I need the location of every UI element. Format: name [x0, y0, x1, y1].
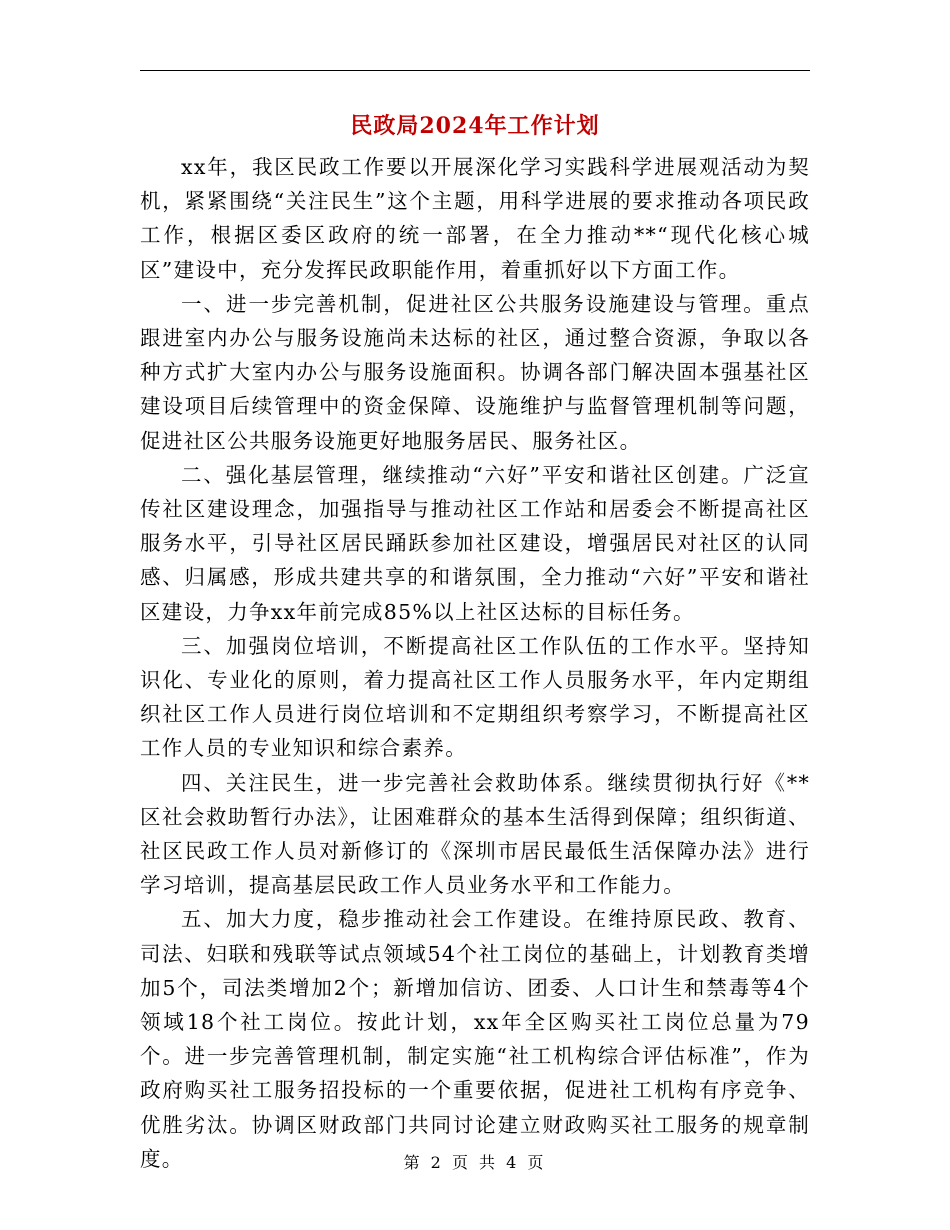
page-number-footer: 第 2 页 共 4 页 — [403, 1153, 547, 1172]
section-3-paragraph: 三、加强岗位培训，不断提高社区工作队伍的工作水平。坚持知识化、专业化的原则，着力提高社区工作人员服务水平，年内定期组织社区工作人员进行岗位培训和不定期组织考察学习，不断提高社区工作人员的专业知识和综合素养。 — [140, 633, 810, 761]
header-rule — [140, 70, 810, 71]
section-1-paragraph: 一、进一步完善机制，促进社区公共服务设施建设与管理。重点跟进室内办公与服务设施尚未达标的社区，通过整合资源，争取以各种方式扩大室内办公与服务设施面积。协调各部门解决固本强基社区建设项目后续管理中的资金保障、设施维护与监督管理机制等问题，促进社区公共服务设施更好地服务居民、服务社区。 — [140, 291, 810, 453]
section-4-paragraph: 四、关注民生，进一步完善社会救助体系。继续贯彻执行好《**区社会救助暂行办法》，让困难群众的基本生活得到保障；组织街道、社区民政工作人员对新修订的《深圳市居民最低生活保障办法》进行学习培训，提高基层民政工作人员业务水平和工作能力。 — [140, 770, 810, 898]
document-title: 民政局2024年工作计划 — [350, 113, 600, 139]
section-2-paragraph: 二、强化基层管理，继续推动“六好”平安和谐社区创建。广泛宣传社区建设理念，加强指导与推动社区工作站和居委会不断提高社区服务水平，引导社区居民踊跃参加社区建设，增强居民对社区的认同感、归属感，形成共建共享的和谐氛围，全力推动“六好”平安和谐社区建设，力争xx年前完成85%以上社区达标的目标任务。 — [140, 462, 810, 624]
section-5-paragraph: 五、加大力度，稳步推动社会工作建设。在维持原民政、教育、司法、妇联和残联等试点领域54个社工岗位的基础上，计划教育类增加5个，司法类增加2个；新增加信访、团委、人口计生和禁毒等4个领域18个社工岗位。按此计划，xx年全区购买社工岗位总量为79个。进一步完善管理机制，制定实施“社工机构综合评估标准”，作为政府购买社工服务招投标的一个重要依据，促进社工机构有序竞争、优胜劣汰。协调区财政部门共同讨论建立财政购买社工服务的规章制度。 — [140, 907, 810, 1171]
document-body — [140, 150, 810, 1176]
intro-paragraph: xx年，我区民政工作要以开展深化学习实践科学进展观活动为契机，紧紧围绕“关注民生”这个主题，用科学进展的要求推动各项民政工作，根据区委区政府的统一部署，在全力推动**“现代化核心城区”建设中，充分发挥民政职能作用，着重抓好以下方面工作。 — [140, 155, 810, 282]
